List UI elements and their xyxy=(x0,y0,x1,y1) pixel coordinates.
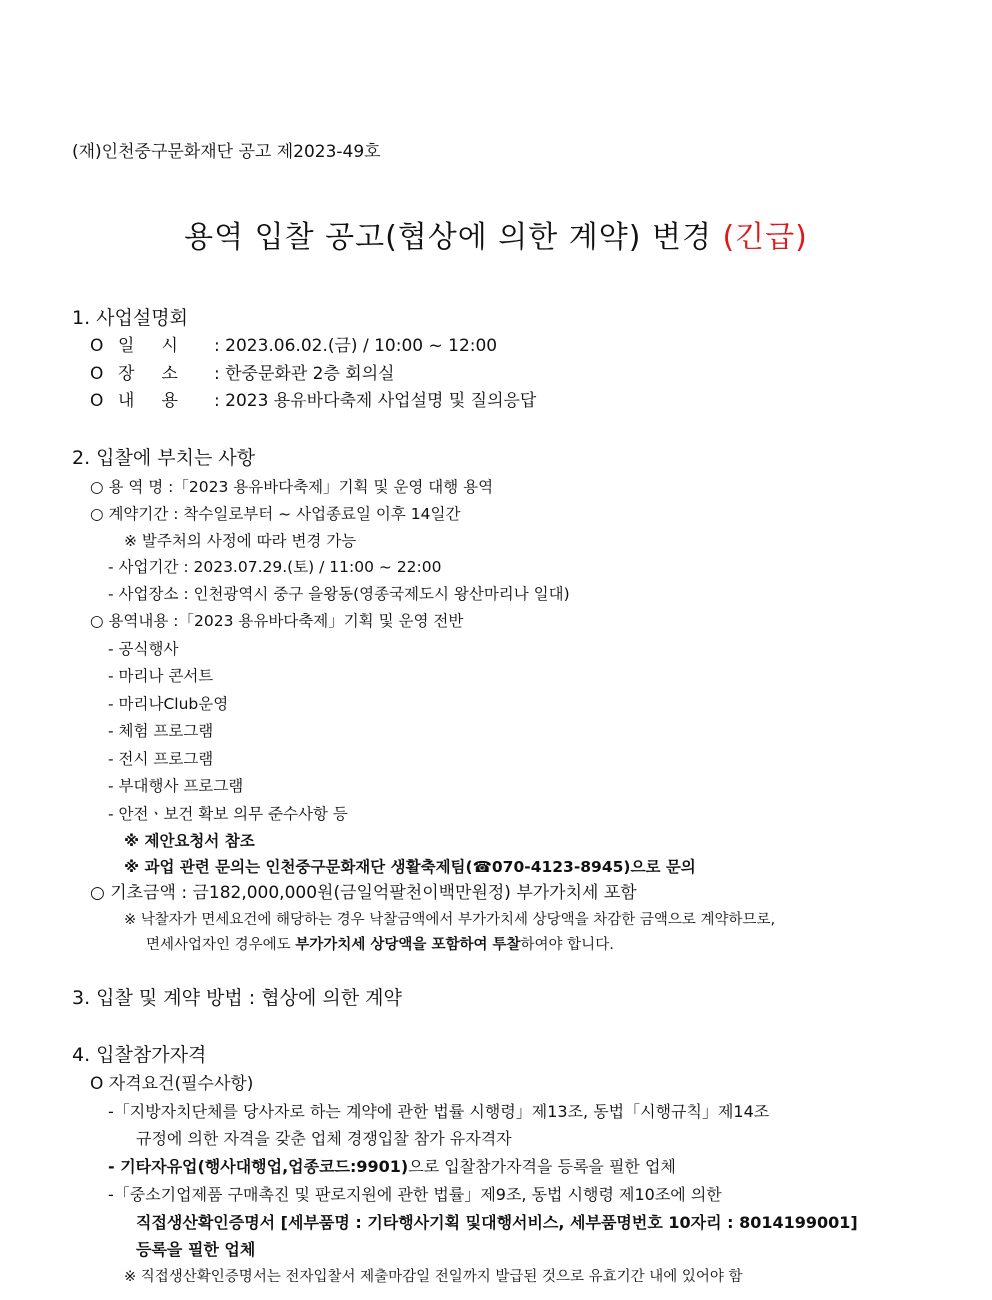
bullet: O xyxy=(90,364,104,384)
requirement-3-line3: 등록을 필한 업체 xyxy=(136,1240,256,1259)
contract-period-note: ※ 발주처의 사정에 따라 변경 가능 xyxy=(124,532,357,550)
tax-note-text: 하여야 합니다. xyxy=(520,937,614,953)
section-3-heading: 3. 입찰 및 계약 방법 : 협상에 의한 계약 xyxy=(72,987,402,1009)
content-item: - 공식행사 xyxy=(108,640,179,658)
requirement-2-text: 으로 입찰참가자격을 등록을 필한 업체 xyxy=(408,1157,676,1176)
rfp-note: ※ 제안요청서 참조 xyxy=(124,832,255,850)
tax-note-line2 xyxy=(146,934,614,956)
requirement-2-emphasis: - 기타자유업(행사대행업,업종코드:9901) xyxy=(108,1157,409,1176)
content-item: - 전시 프로그램 xyxy=(108,750,214,768)
service-name: ○ 용 역 명 :「2023 용유바다축제」기획 및 운영 대행 용역 xyxy=(90,478,494,496)
content-item: - 마리나Club운영 xyxy=(108,695,229,713)
title-main: 용역 입찰 공고(협상에 의한 계약) 변경 xyxy=(184,220,723,255)
requirement-heading: O 자격요건(필수사항) xyxy=(90,1074,254,1094)
contract-period: ○ 계약기간 : 착수일로부터 ~ 사업종료일 이후 14일간 xyxy=(90,505,461,523)
briefing-content-value: : 2023 용유바다축제 사업설명 및 질의응답 xyxy=(214,391,537,411)
tax-note-line1: ※ 낙찰자가 면세요건에 해당하는 경우 낙찰금액에서 부가가치세 상당액을 차감한 금액으로 계약하므로, xyxy=(124,912,776,928)
briefing-date-value: : 2023.06.02.(금) / 10:00 ~ 12:00 xyxy=(214,336,498,356)
notice-number: (재)인천중구문화재단 공고 제2023-49호 xyxy=(72,142,381,162)
briefing-place-label: 장 소 xyxy=(118,364,178,384)
briefing-content-row xyxy=(90,390,536,412)
tax-note-emphasis: 부가가치세 상당액을 포함하여 투찰 xyxy=(295,937,521,953)
tax-note-text: 면세사업자인 경우에도 xyxy=(146,937,296,953)
urgent-badge: (긴급) xyxy=(722,220,808,255)
content-item: - 마리나 콘서트 xyxy=(108,667,214,685)
service-content: ○ 용역내용 :「2023 용유바다축제」기획 및 운영 전반 xyxy=(90,612,464,630)
requirement-1-line1: -「지방자치단체를 당사자로 하는 계약에 관한 법률 시행령」제13조, 동법「시행규칙」제14조 xyxy=(108,1102,770,1121)
briefing-date-row xyxy=(90,335,497,357)
notice-title xyxy=(0,212,992,256)
requirement-note: ※ 직접생산확인증명서는 전자입찰서 제출마감일 전일까지 발급된 것으로 유효기간 내에 있어야 함 xyxy=(124,1269,743,1285)
requirement-2 xyxy=(108,1156,676,1178)
briefing-place-value: : 한중문화관 2층 회의실 xyxy=(214,364,395,384)
section-4-heading: 4. 입찰참가자격 xyxy=(72,1044,207,1066)
content-item: - 부대행사 프로그램 xyxy=(108,777,244,795)
contact-note: ※ 과업 관련 문의는 인천중구문화재단 생활축제팀(☎070-4123-8945)으로 문의 xyxy=(124,858,696,876)
briefing-date-label: 일 시 xyxy=(118,336,178,356)
content-item: - 체험 프로그램 xyxy=(108,722,214,740)
content-item: - 안전ㆍ보건 확보 의무 준수사항 등 xyxy=(108,805,348,823)
business-period: - 사업기간 : 2023.07.29.(토) / 11:00 ~ 22:00 xyxy=(108,558,442,576)
bullet: O xyxy=(90,391,104,411)
section-2-heading: 2. 입찰에 부치는 사항 xyxy=(72,447,256,469)
base-amount: ○ 기초금액 : 금182,000,000원(금일억팔천이백만원정) 부가가치세 포함 xyxy=(90,883,637,903)
briefing-content-label: 내 용 xyxy=(118,391,178,411)
requirement-1-line2: 규정에 의한 자격을 갖춘 업체 경쟁입찰 참가 유자격자 xyxy=(136,1129,512,1148)
business-place: - 사업장소 : 인천광역시 중구 을왕동(영종국제도시 왕산마리나 일대) xyxy=(108,585,570,603)
briefing-place-row xyxy=(90,363,395,385)
section-1-heading: 1. 사업설명회 xyxy=(72,307,188,329)
requirement-3-line1: -「중소기업제품 구매촉진 및 판로지원에 관한 법률」제9조, 동법 시행령 제10조에 의한 xyxy=(108,1185,722,1204)
bullet: O xyxy=(90,336,104,356)
requirement-3-line2: 직접생산확인증명서 [세부품명 : 기타행사기획 및대행서비스, 세부품명번호 10자리 : 8014199001] xyxy=(136,1213,858,1232)
